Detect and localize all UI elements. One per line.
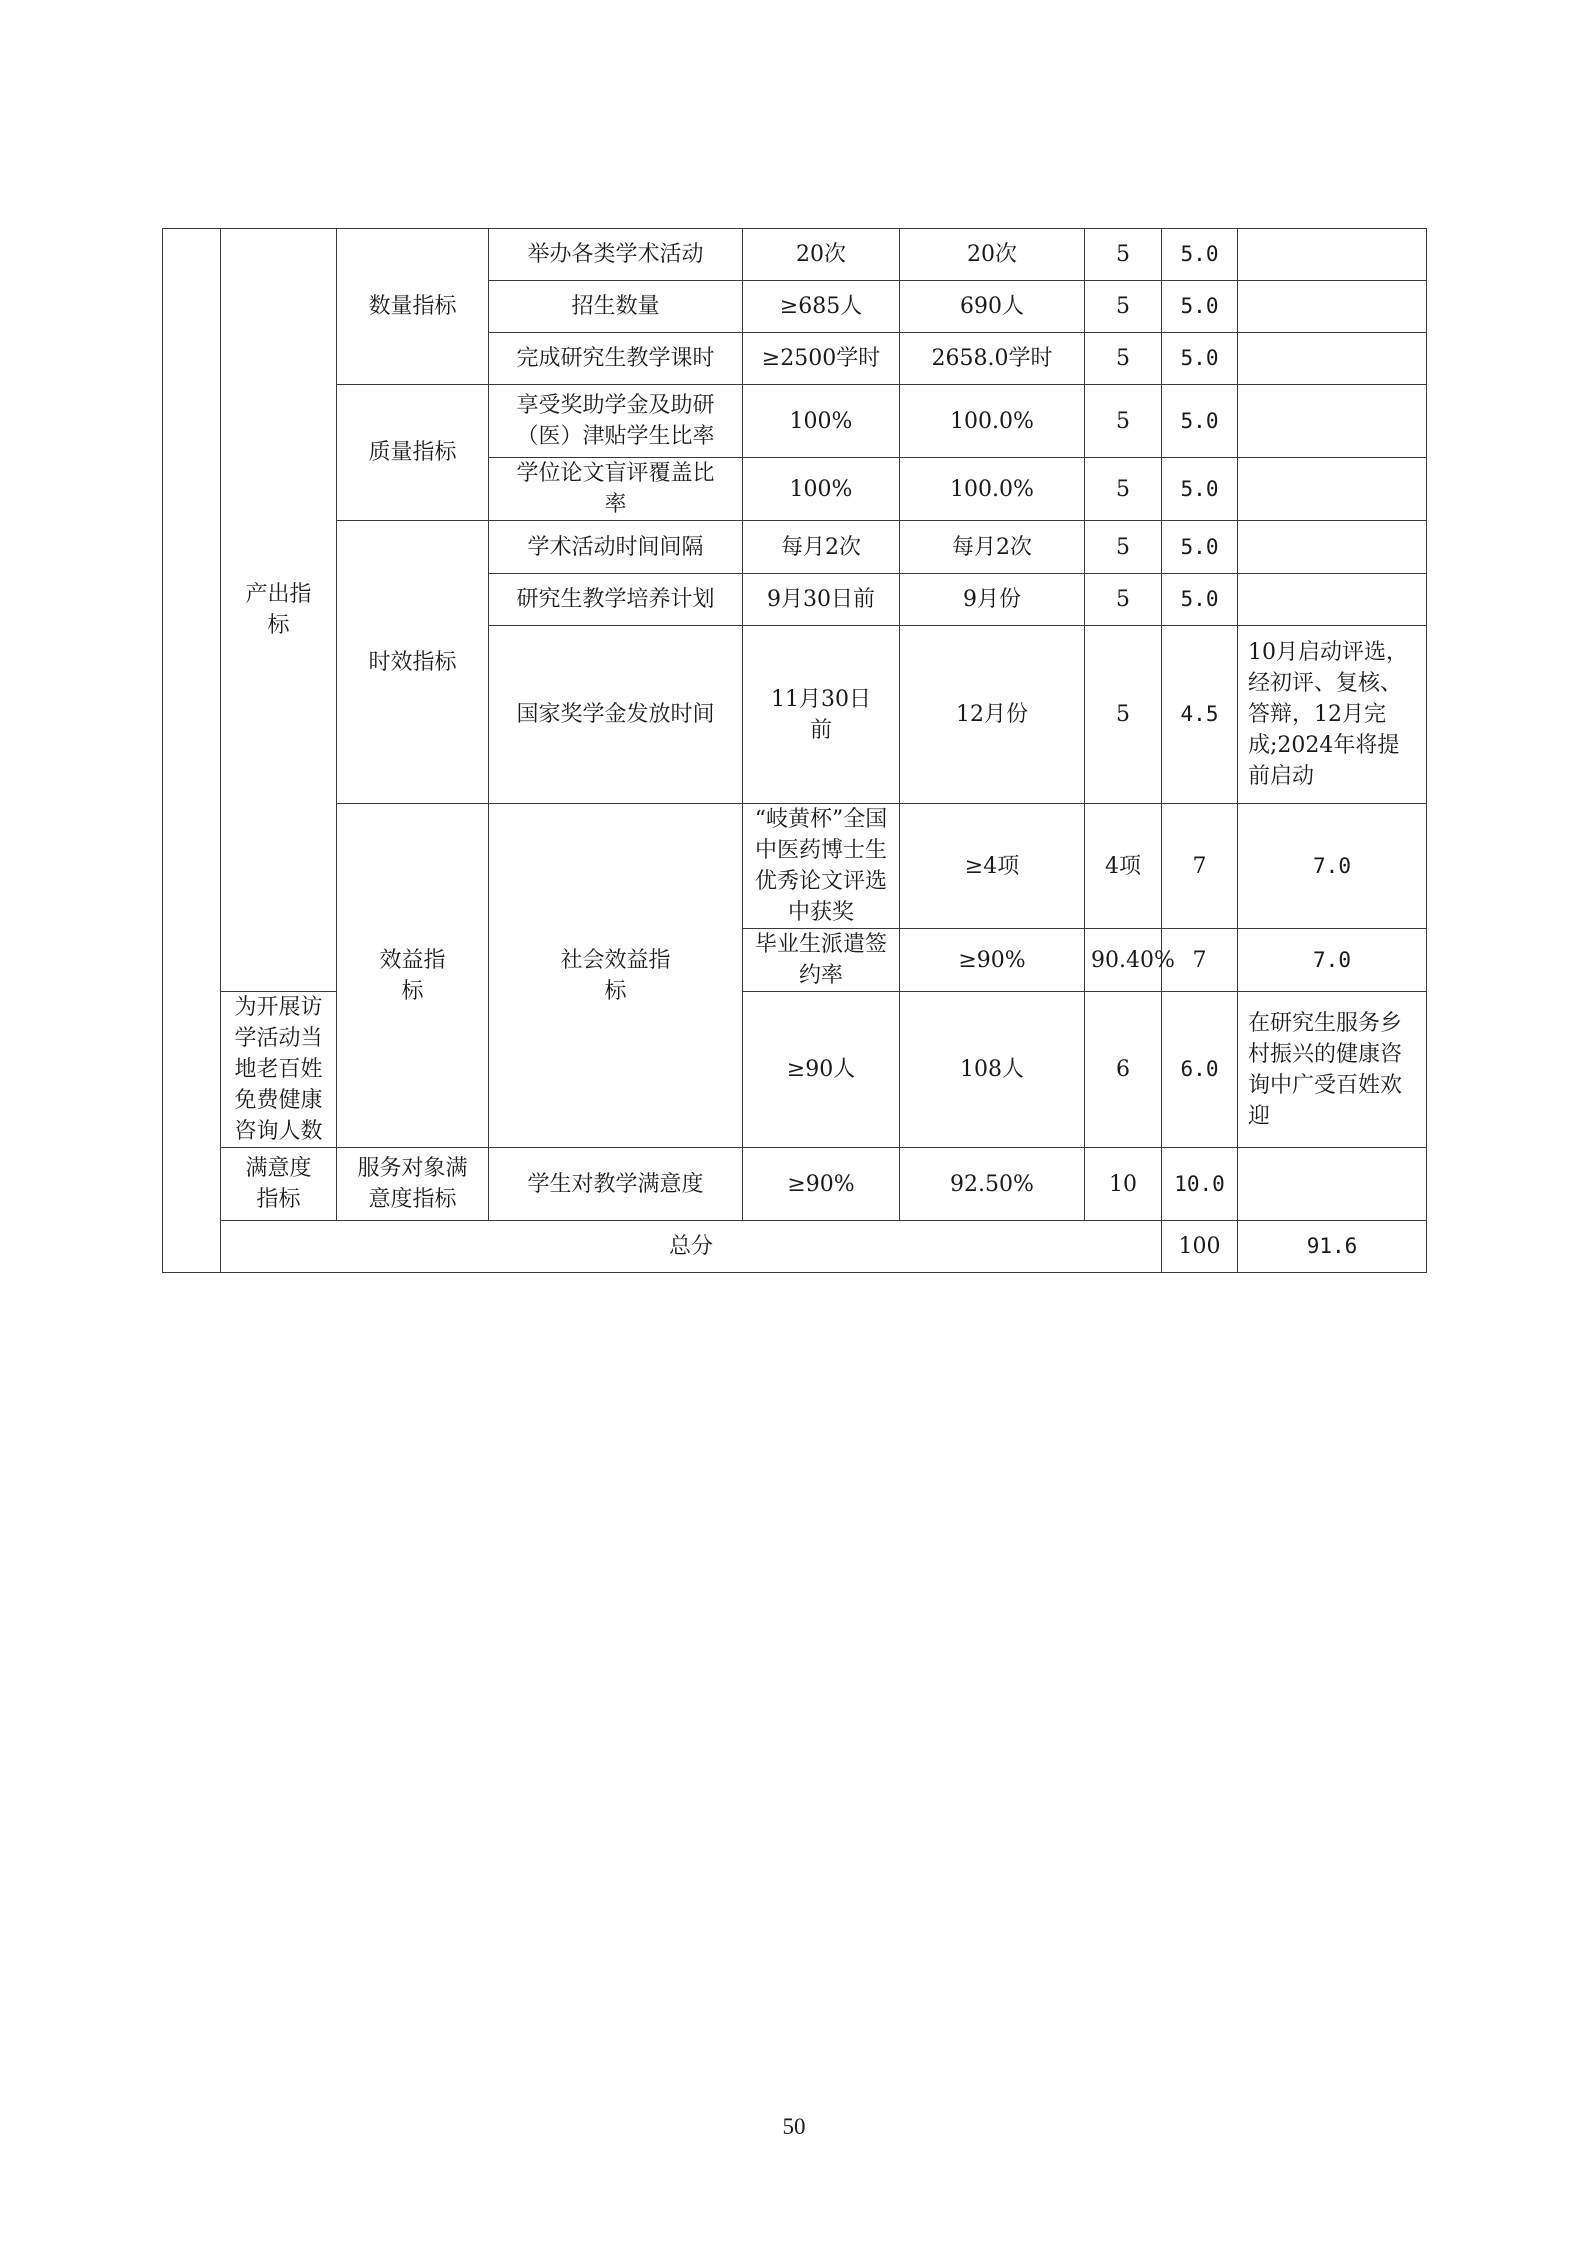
target-cell: ≥90% xyxy=(900,929,1085,992)
score-cell: 10.0 xyxy=(1162,1148,1238,1221)
indicator-cell: 学生对教学满意度 xyxy=(489,1148,743,1221)
score-cell: 6.0 xyxy=(1162,992,1238,1148)
total-label: 总分 xyxy=(221,1221,1162,1273)
target-cell: 100% xyxy=(743,385,900,458)
table-row xyxy=(163,229,1427,281)
note-cell xyxy=(1238,1148,1427,1221)
note-cell xyxy=(1238,458,1427,521)
weight-cell: 5 xyxy=(1085,333,1162,385)
indicator-cell: 学位论文盲评覆盖比 率 xyxy=(489,458,743,521)
target-cell: 100% xyxy=(743,458,900,521)
score-cell: 5.0 xyxy=(1162,521,1238,574)
score-cell: 7.0 xyxy=(1238,929,1427,992)
table-row xyxy=(163,804,1427,929)
left-margin-cell xyxy=(163,229,221,1273)
score-cell: 5.0 xyxy=(1162,229,1238,281)
target-cell: ≥90人 xyxy=(743,992,900,1148)
weight-cell: 5 xyxy=(1085,229,1162,281)
target-cell: ≥4项 xyxy=(900,804,1085,929)
note-cell: 在研究生服务乡村振兴的健康咨询中广受百姓欢迎 xyxy=(1238,992,1427,1148)
weight-cell: 5 xyxy=(1085,385,1162,458)
subcategory-timeliness: 时效指标 xyxy=(337,521,489,804)
total-row xyxy=(163,1221,1427,1273)
table-row xyxy=(163,521,1427,574)
target-cell: 11月30日 前 xyxy=(743,626,900,804)
subcategory-social: 社会效益指 标 xyxy=(489,804,743,1148)
total-score: 91.6 xyxy=(1238,1221,1427,1273)
target-cell: 每月2次 xyxy=(743,521,900,574)
note-cell: 10月启动评选，经初评、复核、答辩，12月完成;2024年将提前启动 xyxy=(1238,626,1427,804)
score-cell: 5.0 xyxy=(1162,281,1238,333)
weight-cell: 5 xyxy=(1085,626,1162,804)
category-output: 产出指 标 xyxy=(221,229,337,992)
indicator-cell: 完成研究生教学课时 xyxy=(489,333,743,385)
indicator-cell: 学术活动时间间隔 xyxy=(489,521,743,574)
score-cell: 4.5 xyxy=(1162,626,1238,804)
weight-cell: 5 xyxy=(1085,574,1162,626)
target-cell: 20次 xyxy=(743,229,900,281)
score-cell: 5.0 xyxy=(1162,385,1238,458)
target-cell: ≥2500学时 xyxy=(743,333,900,385)
note-cell xyxy=(1238,281,1427,333)
note-cell xyxy=(1238,333,1427,385)
score-cell: 5.0 xyxy=(1162,333,1238,385)
indicator-cell: 为开展访学活动当地老百姓免费健康咨询人数 xyxy=(221,992,337,1148)
performance-table xyxy=(162,228,1427,1273)
weight-cell: 10 xyxy=(1085,1148,1162,1221)
weight-cell: 7 xyxy=(1162,804,1238,929)
actual-cell: 690人 xyxy=(900,281,1085,333)
category-benefit: 效益指 标 xyxy=(337,804,489,1148)
actual-cell: 108人 xyxy=(900,992,1085,1148)
note-cell xyxy=(1238,385,1427,458)
subcategory-quality: 质量指标 xyxy=(337,385,489,521)
indicator-cell: 举办各类学术活动 xyxy=(489,229,743,281)
actual-cell: 90.40% xyxy=(1085,929,1162,992)
indicator-cell: 招生数量 xyxy=(489,281,743,333)
weight-cell: 5 xyxy=(1085,281,1162,333)
note-cell xyxy=(1238,229,1427,281)
actual-cell: 20次 xyxy=(900,229,1085,281)
indicator-cell: 研究生教学培养计划 xyxy=(489,574,743,626)
weight-cell: 7 xyxy=(1162,929,1238,992)
weight-cell: 5 xyxy=(1085,521,1162,574)
actual-cell: 4项 xyxy=(1085,804,1162,929)
subcategory-quantity: 数量指标 xyxy=(337,229,489,385)
note-cell xyxy=(1238,574,1427,626)
actual-cell: 12月份 xyxy=(900,626,1085,804)
actual-cell: 9月份 xyxy=(900,574,1085,626)
weight-cell: 6 xyxy=(1085,992,1162,1148)
total-weight: 100 xyxy=(1162,1221,1238,1273)
score-cell: 7.0 xyxy=(1238,804,1427,929)
target-cell: 9月30日前 xyxy=(743,574,900,626)
score-cell: 5.0 xyxy=(1162,574,1238,626)
target-cell: ≥685人 xyxy=(743,281,900,333)
note-cell xyxy=(1238,521,1427,574)
target-cell: ≥90% xyxy=(743,1148,900,1221)
score-cell: 5.0 xyxy=(1162,458,1238,521)
indicator-cell: 毕业生派遣签约率 xyxy=(743,929,900,992)
actual-cell: 100.0% xyxy=(900,385,1085,458)
actual-cell: 每月2次 xyxy=(900,521,1085,574)
indicator-cell: “岐黄杯”全国中医药博士生优秀论文评选中获奖 xyxy=(743,804,900,929)
weight-cell: 5 xyxy=(1085,458,1162,521)
table-row xyxy=(163,385,1427,458)
page-number: 50 xyxy=(782,2114,806,2139)
actual-cell: 92.50% xyxy=(900,1148,1085,1221)
table-row xyxy=(163,1148,1427,1221)
subcategory-service: 服务对象满 意度指标 xyxy=(337,1148,489,1221)
indicator-cell: 享受奖助学金及助研（医）津贴学生比率 xyxy=(489,385,743,458)
indicator-cell: 国家奖学金发放时间 xyxy=(489,626,743,804)
category-satisfaction: 满意度 指标 xyxy=(221,1148,337,1221)
actual-cell: 2658.0学时 xyxy=(900,333,1085,385)
actual-cell: 100.0% xyxy=(900,458,1085,521)
